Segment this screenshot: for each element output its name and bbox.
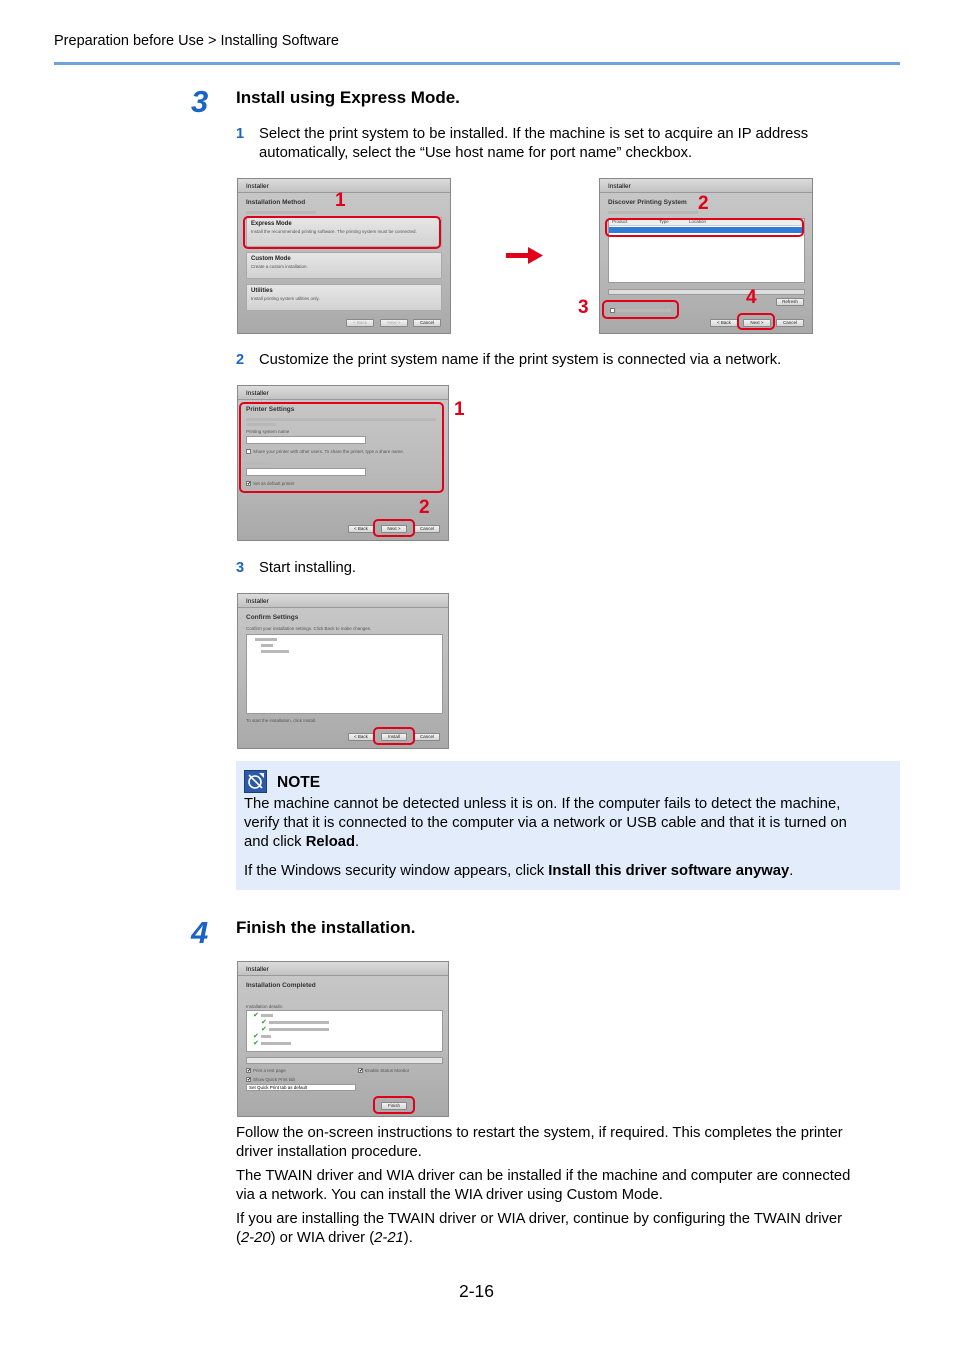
arrow-right-icon <box>506 247 544 265</box>
step4-paragraph-1: Follow the on-screen instructions to restart the system, if required. This completes the printer driver installation procedure. <box>236 1125 843 1160</box>
page-number: 2-16 <box>459 1281 495 1301</box>
header-rule <box>54 62 900 65</box>
highlight-express-mode <box>243 216 441 249</box>
custom-mode-option: Custom Mode Create a custom installation. <box>246 252 442 279</box>
screenshot-printer-settings: Installer Printer Settings Printing system name Share your printer with other users. To share the printer, type a share name. ✔ Set as default printer < Back Next > Cancel <box>237 385 449 541</box>
callout-1: 1 <box>335 190 346 211</box>
note-title: NOTE <box>277 774 321 791</box>
highlight-install-button <box>373 727 415 745</box>
substep-text-3: Start installing. <box>259 560 357 576</box>
note-box <box>236 761 900 890</box>
note-paragraph-1: The machine cannot be detected unless it is on. If the computer fails to detect the machine, verify that it is connected to the computer via a network or USB cable and that it is turned on and click Reload. <box>244 796 847 850</box>
screenshot-installation-method: Installer Installation Method Express Mode Install the recommended printing software. The printing system must be connected. Custom Mode Create a custom installation. Utilities Install printing system utilities only. < Back Next > Cancel <box>237 178 451 334</box>
printer-list: Product Type Location <box>608 218 805 283</box>
callout-3: 3 <box>578 297 589 318</box>
callout-1-b: 1 <box>454 399 465 420</box>
utilities-option: Utilities Install printing system utilities only. <box>246 284 442 311</box>
substep-number-3: 3 <box>236 560 245 576</box>
callout-2: 2 <box>698 193 709 214</box>
highlight-next-button-2 <box>373 519 415 537</box>
step4-paragraph-3: If you are installing the TWAIN driver or WIA driver, continue by configuring the TWAIN driver (2-20) or WIA driver (2-21). <box>236 1211 843 1246</box>
substep-1-line2: automatically, select the “Use host name for port name” checkbox. <box>259 145 693 161</box>
settings-tree <box>246 634 443 714</box>
highlight-printer-row <box>605 218 804 237</box>
step-number-3: 3 <box>191 84 209 119</box>
breadcrumb: Preparation before Use > Installing Software <box>54 33 339 49</box>
callout-2-b: 2 <box>419 497 430 518</box>
window-titlebar: Installer <box>238 179 450 193</box>
link-twain-driver[interactable]: 2-20 <box>240 1230 271 1246</box>
highlight-host-name-checkbox <box>602 300 679 319</box>
install-driver-term: Install this driver software anyway <box>548 863 790 879</box>
substep-text-2: Customize the print system name if the print system is connected via a network. <box>259 352 782 368</box>
highlight-next-button <box>737 313 775 330</box>
screenshot-installation-completed: Installer Installation Completed Installation details: ✔ ✔ ✔ ✔ ✔ ✔ Print a test page ✔ Enable Status Monitor ✔ Show Quick Print tab Set Quick Print tab as default Finish <box>237 961 449 1117</box>
substep-text-1 <box>259 125 899 163</box>
note-icon <box>244 770 267 793</box>
note-paragraph-2: If the Windows security window appears, click Install this driver software anyway. <box>244 863 794 879</box>
install-details-list: ✔ ✔ ✔ ✔ ✔ <box>246 1010 443 1052</box>
reload-term: Reload <box>305 834 356 850</box>
highlight-finish-button <box>373 1096 415 1114</box>
callout-4: 4 <box>746 287 757 308</box>
substep-number-2: 2 <box>236 352 245 368</box>
link-wia-driver[interactable]: 2-21 <box>374 1230 404 1246</box>
step4-paragraph-2: The TWAIN driver and WIA driver can be installed if the machine and computer are connected via a network. You can install the WIA driver using Custom Mode. <box>236 1168 851 1203</box>
step-title-3: Install using Express Mode. <box>236 88 460 107</box>
screenshot-discover-printing-system: Installer Discover Printing System Product Type Location Refresh < Back Next > Cancel <box>599 178 813 334</box>
screenshot-confirm-settings: Installer Confirm Settings Confirm your installation settings. Click Back to make changes. To start the installation, click Install. < Back Install Cancel <box>237 593 449 749</box>
window-title: Installation Method <box>246 199 306 206</box>
substep-1-line1: Select the print system to be installed. If the machine is set to acquire an IP address <box>259 126 809 142</box>
express-mode-option: Express Mode Install the recommended printing software. The printing system must be connected. <box>246 217 442 247</box>
step-number-4: 4 <box>191 915 209 950</box>
step-title-4: Finish the installation. <box>236 918 416 937</box>
highlight-printer-settings <box>239 402 444 493</box>
substep-number-1: 1 <box>236 126 245 142</box>
